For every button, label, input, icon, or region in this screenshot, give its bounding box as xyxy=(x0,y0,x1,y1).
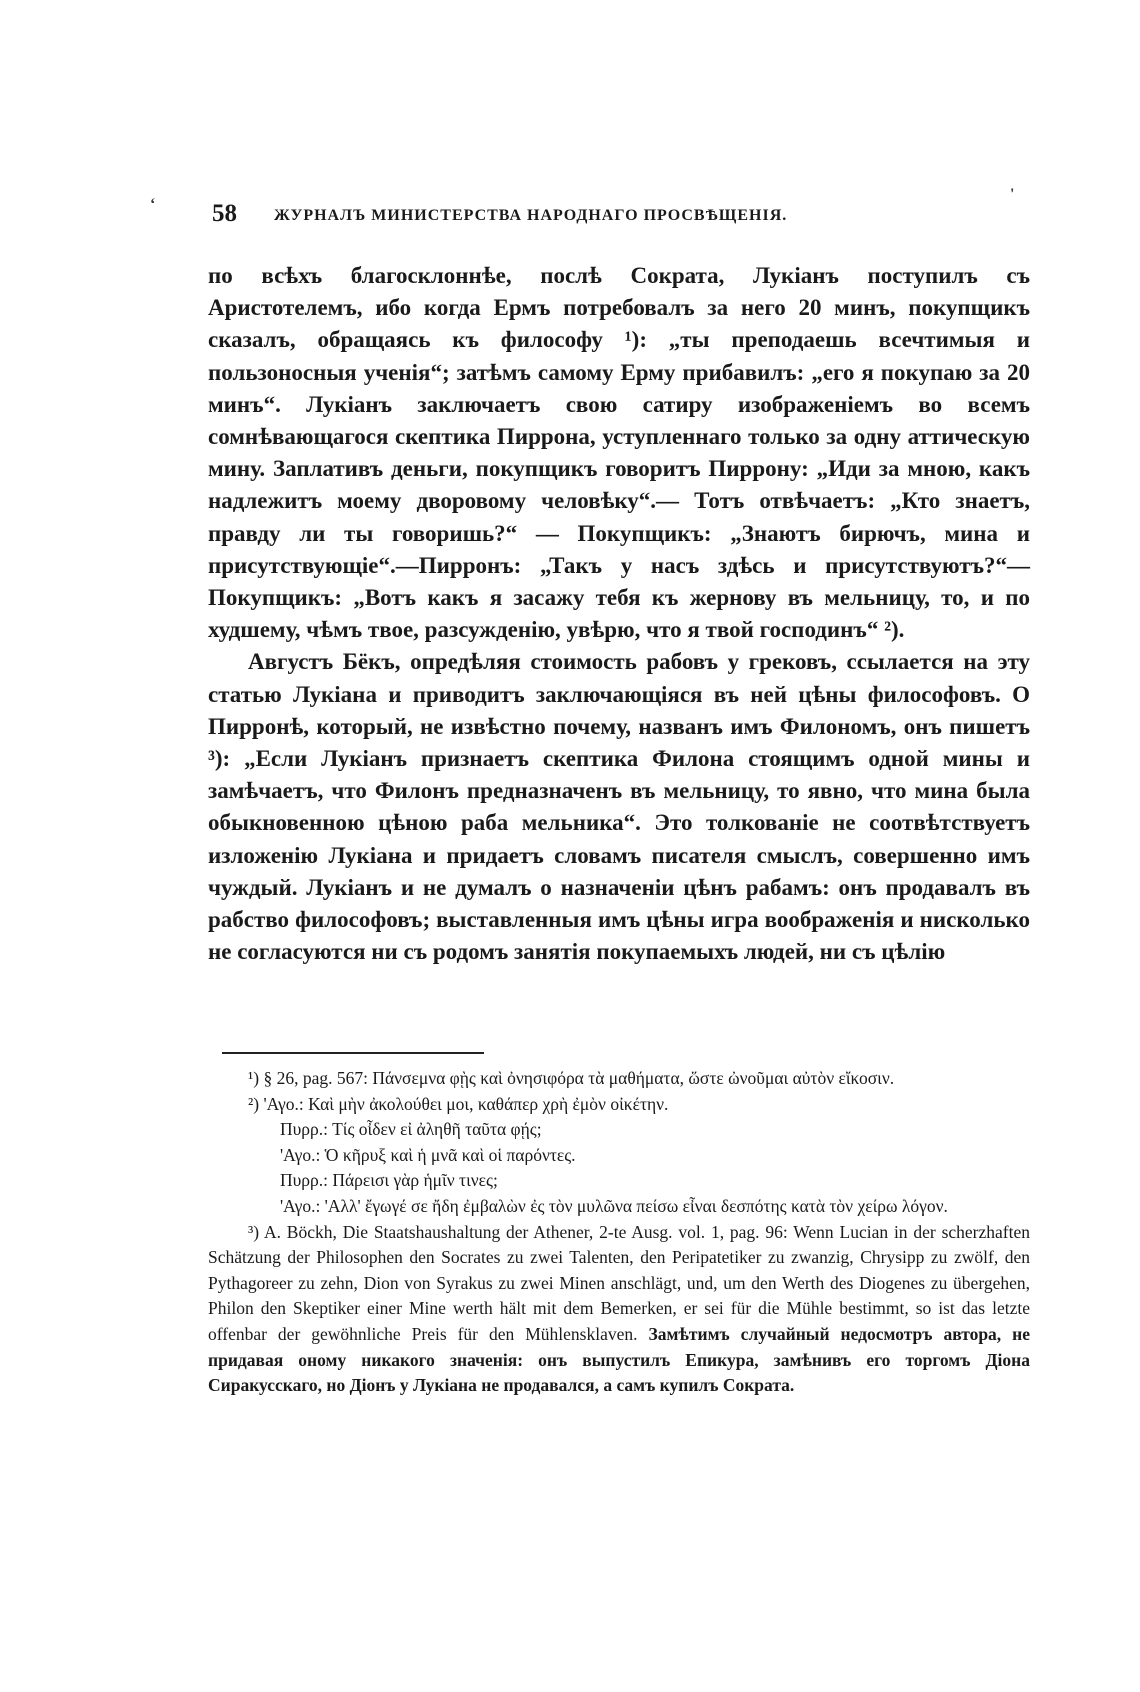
footnote-2-line: ²) 'Αγο.: Καὶ μὴν ἀκολούθει μοι, καθάπερ χρὴ ἐμὸν οἰκέτην. xyxy=(248,1093,669,1114)
main-text xyxy=(208,260,1030,968)
footnote-2-line: Πυρρ.: Τίς οἶδεν εἰ ἀληθῆ ταῦτα φῄς; xyxy=(280,1119,542,1140)
footnote-2-line: 'Αγο.: Ὁ κῆρυξ καὶ ἡ μνᾶ καὶ οἱ παρόντες. xyxy=(280,1144,576,1165)
body-paragraph: Августъ Бёкъ, опредѣляя стоимость рабовъ у грековъ, ссылается на эту статью Лукіана и приводитъ заключающіяся въ ней цѣны философовъ. О Пирронѣ, который, не извѣстно почему, названъ имъ Филономъ, онъ пишетъ ³): „Если Лукіанъ признаетъ скептика Филона стоящимъ одной мины и замѣчаетъ, что Филонъ предназначенъ въ мельницу, то явно, что мина была обыкновенною цѣною раба мельника“. Это толкованіе не соотвѣтствуетъ изложенію Лукіана и придаетъ словамъ писателя смыслъ, совершенно имъ чуждый. Лукіанъ и не думалъ о назначеніи цѣнъ рабамъ: онъ продавалъ въ рабство философовъ; выставленныя имъ цѣны игра воображенія и нисколько не согласуются ни съ родомъ занятія покупаемыхъ людей, ни съ цѣлію xyxy=(208,649,1030,965)
footnote-divider xyxy=(222,1052,484,1054)
page-number: 58 xyxy=(212,200,237,227)
footnote-3-russian: Замѣтимъ случайный недосмотръ автора, не придавая оному никакого значенія: онъ выпустилъ Епикура, замѣнивъ его торгомъ Діона Сиракусскаго, но Діонъ у Лукіана не продавался, а самъ купилъ Сократа. xyxy=(208,1323,1031,1396)
page-header xyxy=(212,200,972,236)
footnote-2-line: 'Αγο.: 'Αλλ' ἔγωγέ σε ἤδη ἐμβαλὼν ἐς τὸν μυλῶνα πείσω εἶναι δεσπότης κατὰ τὸν χείρω λόγον. xyxy=(280,1195,948,1216)
footnote-2-line: Πυρρ.: Πάρεισι γὰρ ἡμῖν τινες; xyxy=(280,1170,498,1191)
footnote-3 xyxy=(208,1220,1030,1399)
footnote-1: ¹) § 26, pag. 567: Πάνσεμνα φῂς καὶ ὀνησιφόρα τὰ μαθήματα, ὥστε ὠνοῦμαι αὐτὸν εἴκοσιν. xyxy=(248,1068,895,1088)
footnotes xyxy=(208,1066,1030,1399)
footnote-3-german: ³) A. Böckh, Die Staatshaushaltung der Athener, 2-te Ausg. vol. 1, pag. 96: Wenn Lucian in der scherzhaften Schätzung der Philosophen den Socrates zu zwei Talenten, den Peripatetiker zu zwanzig, Chrysipp zu zwölf, den Pythagoreer zu zehn, Dion von Syrakus zu zwei Minen anschlägt, und, um den Werth des Diogenes zu übergehen, Philon den Skeptiker einer Mine werth hält mit dem Bemerken, er sei für die Mühle bestimmt, so ist das letzte offenbar der gewöhnliche Preis für den Mühlensklaven. xyxy=(208,1221,1030,1344)
print-speck: ' xyxy=(1010,186,1015,203)
print-speck: ‘ xyxy=(150,196,156,213)
body-paragraph: по всѣхъ благосклоннѣе, послѣ Сократа, Лукіанъ поступилъ съ Аристотелемъ, ибо когда Ермъ потребовалъ за него 20 минъ, покупщикъ сказалъ, обращаясь къ философу ¹): „ты преподаешь всечтимыя и пользоносныя ученія“; затѣмъ самому Ерму прибавилъ: „его я покупаю за 20 минъ“. Лукіанъ заключаетъ свою сатиру изображеніемъ во всемъ сомнѣвающагося скептика Пиррона, уступленнаго только за одну аттическую мину. Заплативъ деньги, покупщикъ говоритъ Пиррону: „Иди за мною, какъ надлежитъ моему дворовому человѣку“.— Тотъ отвѣчаетъ: „Кто знаетъ, правду ли ты говоришь?“ — Покупщикъ: „Знаютъ бирючъ, мина и присутствующіе“.—Пирронъ: „Такъ у насъ здѣсь и присутствуютъ?“—Покупщикъ: „Вотъ какъ я засажу тебя къ жернову въ мельницу, то, и по худшему, чѣмъ твое, разсужденію, увѣрю, что я твой господинъ“ ²). xyxy=(208,263,1030,643)
running-title: ЖУРНАЛЪ МИНИСТЕРСТВА НАРОДНАГО ПРОСВѢЩЕНІЯ. xyxy=(274,207,788,224)
